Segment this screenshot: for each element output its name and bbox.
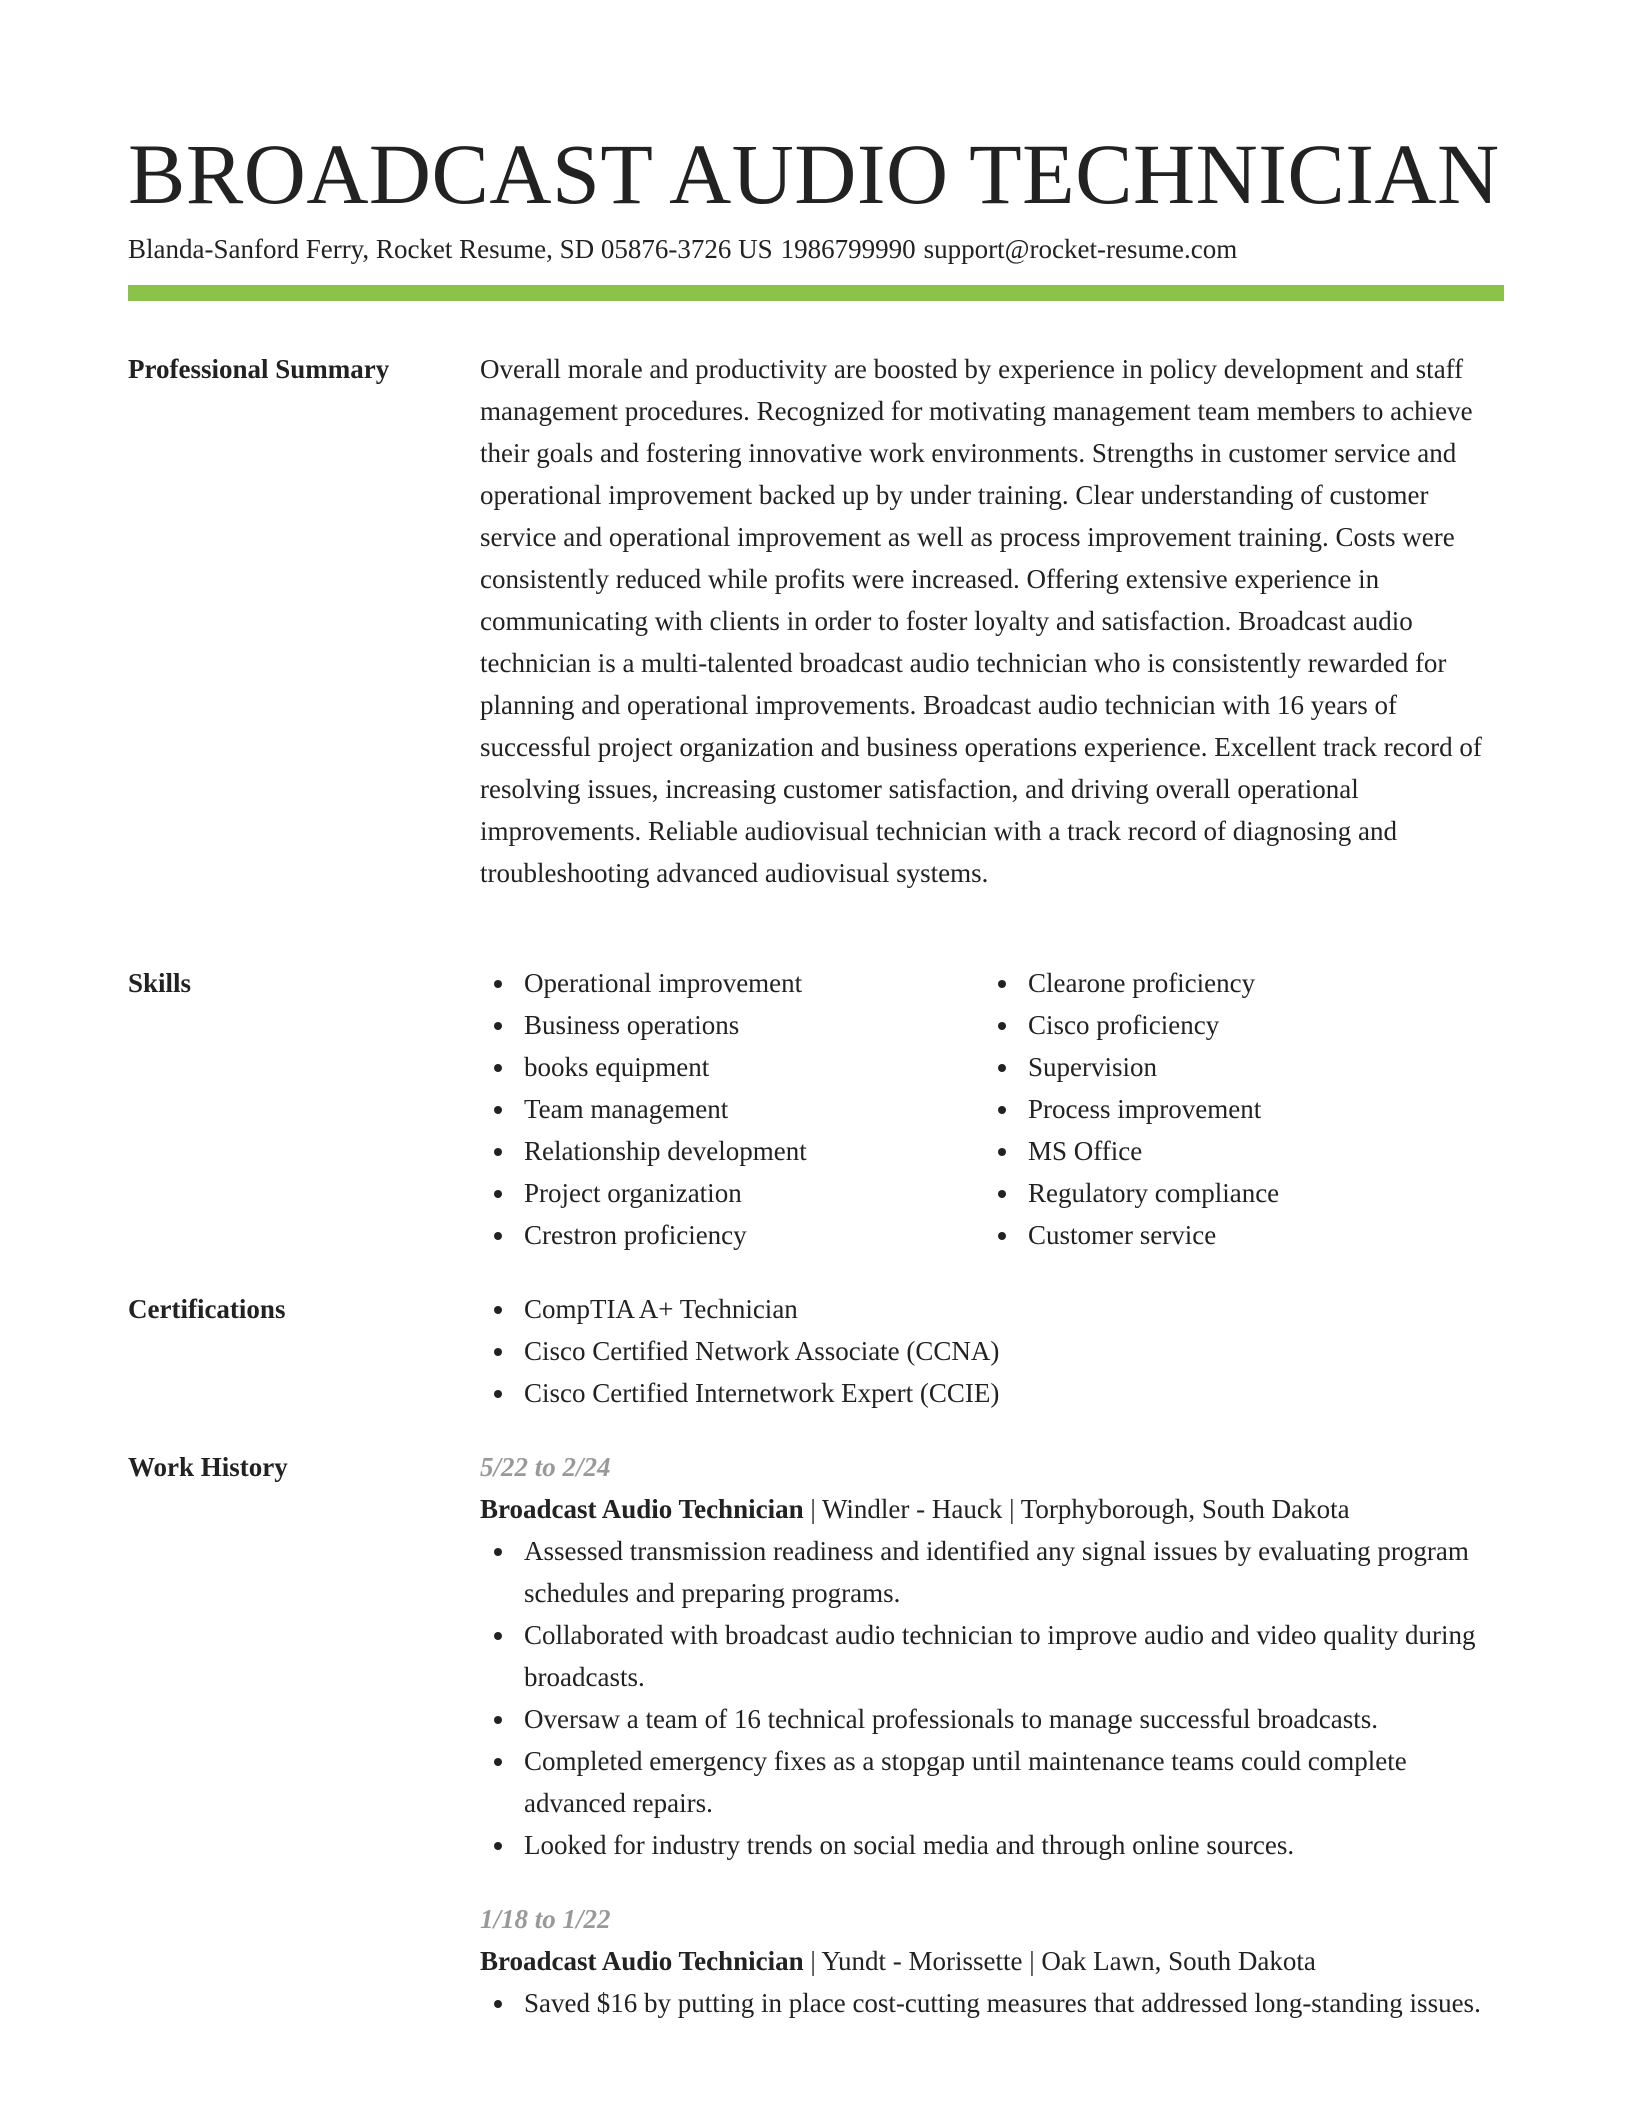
job-bullet: Completed emergency fixes as a stopgap until maintenance teams could complete advanced repairs. [480,1740,1504,1824]
skills-list-left [480,962,984,1256]
contact-phone: 1986799990 [780,234,916,264]
skills-list-right [984,962,1488,1256]
job-dates: 1/18 to 1/22 [480,1904,611,1934]
skill-item: Cisco proficiency [984,1004,1488,1046]
header-accent-bar [128,285,1504,301]
job-bullet: Assessed transmission readiness and identified any signal issues by evaluating program schedules and preparing programs. [480,1530,1504,1614]
certifications-body [480,1288,1504,1414]
skill-item: Project organization [480,1172,984,1214]
job-company: Yundt - Morissette [821,1946,1023,1976]
skill-item: Regulatory compliance [984,1172,1488,1214]
skill-item: Operational improvement [480,962,984,1004]
skill-item: Relationship development [480,1130,984,1172]
work-history-body [480,1446,1504,2024]
resume-title: BROADCAST AUDIO TECHNICIAN [128,126,1500,222]
job-bullet-list [480,1530,1504,1866]
job-title: Broadcast Audio Technician [480,1946,804,1976]
certification-item: Cisco Certified Network Associate (CCNA) [480,1330,1504,1372]
certifications-list [480,1288,1504,1414]
contact-line [128,232,1245,266]
job-bullet-list [480,1982,1504,2024]
job-location: Torphyborough, South Dakota [1020,1494,1350,1524]
job-title: Broadcast Audio Technician [480,1494,804,1524]
skill-item: Clearone proficiency [984,962,1488,1004]
job-heading-line [480,1940,1504,1982]
skills-body [480,962,1504,1256]
summary-body [480,348,1504,894]
summary-text: Overall morale and productivity are boosted by experience in policy development and staff management procedures. Recognized for motivating management team members to achieve their goals and fostering innovative work environments. Strengths in customer service and operational improvement backed up by under training. Clear understanding of customer service and operational improvement as well as process improvement training. Costs were consistently reduced while profits were increased. Offering extensive experience in communicating with clients in order to foster loyalty and satisfaction. Broadcast audio technician is a multi-talented broadcast audio technician who is consistently rewarded for planning and operational improvements. Broadcast audio technician with 16 years of successful project organization and business operations experience. Excellent track record of resolving issues, increasing customer satisfaction, and driving overall operational improvements. Reliable audiovisual technician with a track record of diagnosing and troubleshooting advanced audiovisual systems. [480,354,1482,888]
work-history-heading: Work History [128,1452,288,1482]
skill-item: Business operations [480,1004,984,1046]
job-heading-line [480,1488,1504,1530]
certification-item: Cisco Certified Internetwork Expert (CCIE) [480,1372,1504,1414]
skill-item: Crestron proficiency [480,1214,984,1256]
job-dates: 5/22 to 2/24 [480,1452,611,1482]
skill-item: MS Office [984,1130,1488,1172]
job-entry [480,1898,1504,2024]
skill-item: books equipment [480,1046,984,1088]
job-bullet: Collaborated with broadcast audio technician to improve audio and video quality during broadcasts. [480,1614,1504,1698]
job-separator: | [803,1494,823,1524]
contact-address: Blanda-Sanford Ferry, Rocket Resume, SD 05876-3726 US [128,234,773,264]
job-separator: | [1022,1946,1042,1976]
job-bullet: Saved $16 by putting in place cost-cutting measures that addressed long-standing issues. [480,1982,1504,2024]
certification-item: CompTIA A+ Technician [480,1288,1504,1330]
job-separator: | [1002,1494,1021,1524]
skill-item: Team management [480,1088,984,1130]
skills-heading: Skills [128,968,192,998]
skill-item: Process improvement [984,1088,1488,1130]
job-entry [480,1446,1504,1866]
contact-email[interactable]: support@rocket-resume.com [923,234,1238,264]
job-separator: | [803,1946,822,1976]
job-bullet: Looked for industry trends on social media and through online sources. [480,1824,1504,1866]
job-company: Windler - Hauck [822,1494,1003,1524]
skill-item: Customer service [984,1214,1488,1256]
skill-item: Supervision [984,1046,1488,1088]
certifications-heading: Certifications [128,1294,286,1324]
summary-heading: Professional Summary [128,354,390,384]
job-location: Oak Lawn, South Dakota [1041,1946,1316,1976]
job-bullet: Oversaw a team of 16 technical professionals to manage successful broadcasts. [480,1698,1504,1740]
